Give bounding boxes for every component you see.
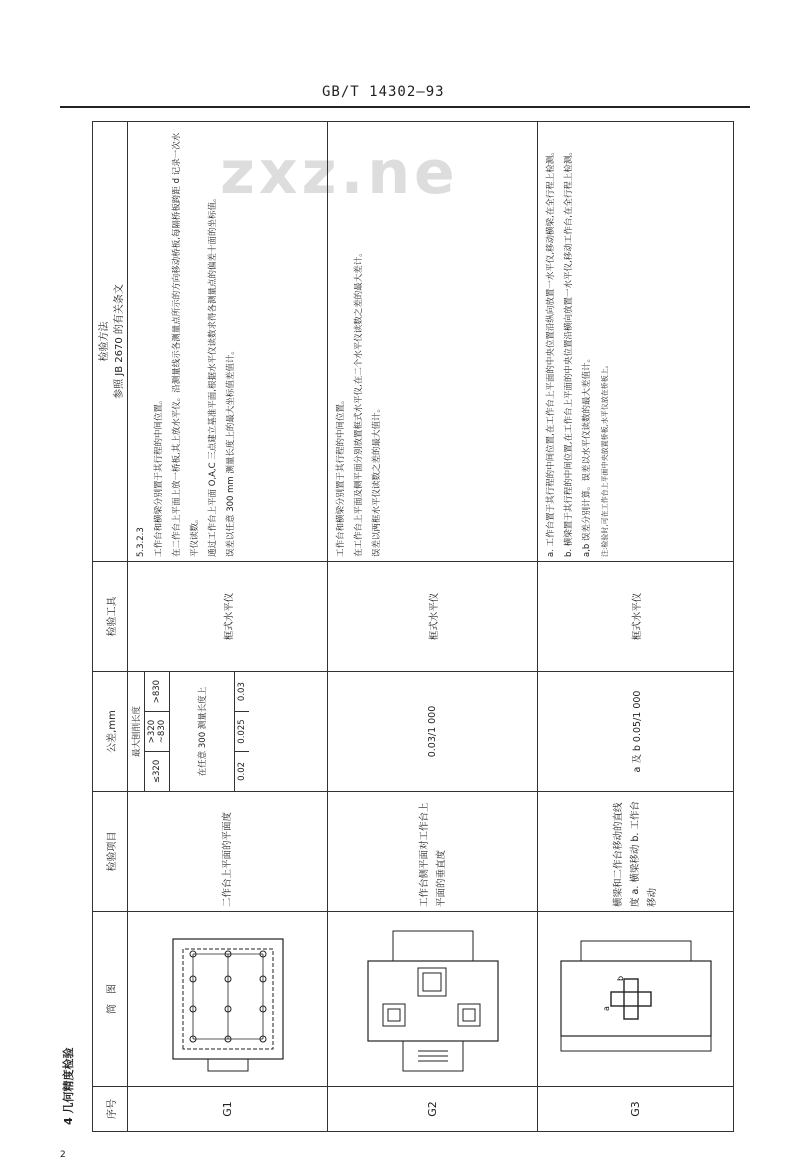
rotated-table-wrapper (92, 122, 722, 1132)
method-line: 5.3.2.3 (136, 527, 146, 557)
method-line: 误差以任意 300 mm 测量长度上的最大坐标值差值计。 (226, 346, 236, 557)
method-note: 注:检验时,可在工作台上平面中央放置桥板,水平仪放在桥板上。 (601, 361, 609, 557)
method-line: 工作台和横梁分别置于其行程的中间位置。 (336, 395, 346, 557)
tol-range-1: ≤320 (145, 751, 170, 791)
tol-value-2: 0.025 (235, 712, 250, 752)
col-figure: 简 图 (93, 912, 128, 1087)
tol-range-3: >830 (145, 672, 170, 712)
method-line: a,b 误差分别计算。误差以水平仪读数的最大差值计。 (582, 353, 592, 557)
table-header-row (93, 122, 128, 1132)
tol-header: 最大刨削长度 (128, 672, 145, 791)
method-line: 通过工作台上平面 O,A,C 三点建立基准平面,根据水平仪读数求得各测量点的偏差十面的坐标值。 (208, 193, 218, 557)
tolerance-g1 (128, 672, 328, 792)
tolerance-g2: 0.03/1 000 (328, 672, 538, 792)
figure-g1 (128, 912, 328, 1087)
row-no: G3 (538, 1087, 734, 1132)
tol-range-2: >320 ~830 (145, 712, 170, 752)
col-tool: 检验工具 (93, 562, 128, 672)
col-tolerance: 公差,mm (93, 672, 128, 792)
method-g3 (538, 122, 734, 562)
svg-text:b: b (615, 976, 625, 982)
svg-text:a: a (601, 1006, 611, 1012)
crossbeam-diagram (551, 917, 721, 1082)
item-g1: 二作台上平面的平面度 (128, 792, 328, 912)
figure-g3 (538, 912, 734, 1087)
header-rule (60, 106, 750, 108)
standard-header: GB/T 14302—93 (322, 84, 445, 100)
section-title: 4 几何精度检验 (62, 1047, 75, 1125)
tolerance-subtable (128, 672, 249, 791)
method-line: b. 横梁置于其行程的中间位置,在工作台上平面的中央位置沿横向放置一水平仪,移动工作台,在全行程上检测。 (564, 147, 574, 557)
table-row-g1 (128, 122, 328, 1132)
col-method (93, 122, 128, 562)
method-g1 (128, 122, 328, 562)
col-method-title: 检验方法 (99, 321, 110, 362)
col-no: 序号 (93, 1087, 128, 1132)
item-g2: 工作台侧平面对工作台上平面的垂直度 (328, 792, 538, 912)
method-g2 (328, 122, 538, 562)
page-number: 2 (60, 1150, 66, 1160)
worktable-grid-diagram (153, 919, 303, 1079)
machine-side-diagram (348, 917, 518, 1082)
method-line: 在二作台上平面上放一桥板,其上放水平仪。沿测量线示各测量点所示的方向移动桥板,每隔桥板跨距 d 记录一次水平仪读数。 (172, 132, 200, 557)
row-no: G1 (128, 1087, 328, 1132)
item-g3: 横梁和二作台移动的直线度 a. 横梁移动 b. 工作台移动 (538, 792, 734, 912)
figure-g2 (328, 912, 538, 1087)
tool-g1: 框式水平仪 (128, 562, 328, 672)
method-line: a. 工作台置于其行程的中间位置,在工作台上平面的中央位置沿纵向放置一水平仪,移动横梁,在全行程上检测。 (546, 147, 556, 557)
tol-value-1: 0.02 (237, 761, 247, 781)
tol-value-3: 0.03 (235, 672, 250, 712)
row-no: G2 (328, 1087, 538, 1132)
col-method-sub: 参照 JB 2670 的有关条文 (114, 284, 125, 399)
table-row-g2 (328, 122, 538, 1132)
method-line: 误差以两框水平仪读数之差的最大值计。 (372, 403, 382, 557)
table-row-g3 (538, 122, 734, 1132)
method-line: 工作台和横梁分别置于其行程的中间位置。 (154, 395, 164, 557)
watermark: zxz.ne (220, 138, 459, 208)
tolerance-g3: a 及 b 0.05/1 000 (538, 672, 734, 792)
method-line: 在工作台上平面及侧平面分别放置框式水平仪,在二个水平仪读数之差的最大差计。 (354, 248, 364, 557)
tool-g3: 框式水平仪 (538, 562, 734, 672)
inspection-table (92, 121, 734, 1132)
col-item: 检验项目 (93, 792, 128, 912)
tol-condition: 在任意 300 测量长度上 (170, 672, 235, 791)
tool-g2: 框式水平仪 (328, 562, 538, 672)
